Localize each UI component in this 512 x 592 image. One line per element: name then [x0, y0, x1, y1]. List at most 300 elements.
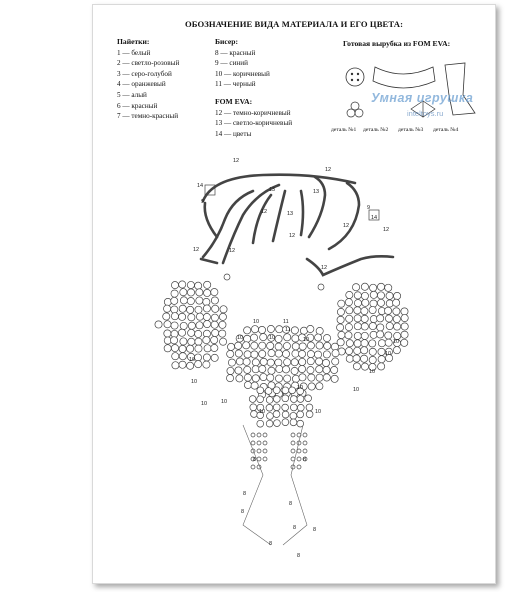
pattern-label: 12: [233, 158, 240, 164]
bead: [267, 342, 274, 349]
page-title: ОБОЗНАЧЕНИЕ ВИДА МАТЕРИАЛА И ЕГО ЦВЕТА:: [184, 19, 404, 29]
bead: [393, 347, 400, 354]
bead: [345, 299, 352, 306]
bead: [386, 292, 393, 299]
bead: [298, 350, 305, 357]
bead: [369, 284, 376, 291]
legend-item: 1 — белый: [117, 48, 151, 57]
bead: [204, 281, 211, 288]
bead: [164, 298, 171, 305]
bead: [211, 336, 218, 343]
bead: [361, 347, 368, 354]
bead: [275, 335, 282, 342]
bead: [346, 340, 353, 347]
bead: [292, 375, 299, 382]
bead: [179, 305, 186, 312]
bead: [291, 359, 298, 366]
pattern-label: 13: [313, 189, 320, 195]
bead: [274, 420, 281, 427]
bead: [257, 449, 261, 453]
bead: [259, 342, 266, 349]
bead: [292, 335, 299, 342]
bead: [257, 433, 261, 437]
bead: [369, 348, 376, 355]
bead: [188, 322, 195, 329]
bead: [346, 355, 353, 362]
bead: [266, 420, 273, 427]
bead: [244, 381, 251, 388]
pattern-label: 12: [193, 247, 200, 253]
bead: [263, 433, 267, 437]
bead: [377, 315, 384, 322]
bead: [187, 281, 194, 288]
bead: [258, 326, 265, 333]
bead: [401, 331, 408, 338]
pattern-label: 12: [325, 167, 332, 173]
bead: [354, 347, 361, 354]
legend-item: 6 — красный: [117, 101, 158, 110]
bead: [227, 343, 234, 350]
bead: [257, 420, 264, 427]
bead: [370, 291, 377, 298]
bead: [196, 313, 203, 320]
bead: [243, 358, 250, 365]
pattern-label: 9: [367, 205, 371, 211]
bead: [203, 354, 210, 361]
bead: [303, 449, 307, 453]
bead: [251, 382, 258, 389]
pattern-label: 13: [269, 187, 276, 193]
bead: [211, 314, 218, 321]
bead: [211, 344, 218, 351]
bead: [361, 355, 368, 362]
legend-item: 10 — коричневый: [215, 69, 270, 78]
bead: [251, 433, 255, 437]
bead: [236, 375, 243, 382]
bead: [332, 350, 339, 357]
bead: [306, 404, 313, 411]
bead: [188, 338, 195, 345]
bead: [179, 353, 186, 360]
legend-item: 7 — темно-красный: [117, 112, 179, 121]
bead: [369, 306, 376, 313]
bead: [211, 297, 218, 304]
bead: [353, 363, 360, 370]
bead: [188, 314, 195, 321]
bead: [244, 327, 251, 334]
bead: [385, 315, 392, 322]
pattern-label: 8: [297, 553, 301, 559]
bead: [345, 347, 352, 354]
bead: [227, 350, 234, 357]
bead: [203, 298, 210, 305]
pattern-label: 10: [385, 351, 392, 357]
pattern-label: 8: [313, 527, 317, 533]
bead: [354, 292, 361, 299]
pattern-label: 12: [321, 265, 328, 271]
bead: [345, 324, 352, 331]
bead: [307, 350, 314, 357]
bead: [331, 375, 338, 382]
bead: [337, 324, 344, 331]
pattern-label: 10: [369, 369, 376, 375]
pattern-label: 10: [259, 409, 266, 415]
bead: [282, 366, 289, 373]
bead: [266, 404, 273, 411]
bead: [361, 315, 368, 322]
bead: [354, 315, 361, 322]
bead: [196, 289, 203, 296]
bead: [370, 300, 377, 307]
bead: [316, 342, 323, 349]
pattern-label: 13: [287, 211, 294, 217]
bead: [180, 289, 187, 296]
bead: [155, 321, 162, 328]
bead: [291, 327, 298, 334]
bead: [257, 396, 264, 403]
bead: [243, 342, 250, 349]
bead: [259, 365, 266, 372]
legend-item: 2 — светло-розовый: [117, 59, 180, 68]
bead: [267, 374, 274, 381]
ready-cut-heading: Готовая вырубка из FOM EVA:: [343, 39, 451, 48]
pattern-sheet: [92, 4, 496, 584]
bead: [179, 361, 186, 368]
pattern-label: 10: [353, 387, 360, 393]
bead: [303, 433, 307, 437]
watermark-logo: Умная игрушка: [371, 91, 474, 105]
bead: [292, 343, 299, 350]
bead: [299, 343, 306, 350]
bead: [249, 396, 256, 403]
bead: [386, 322, 393, 329]
bead: [378, 363, 385, 370]
bead: [353, 355, 360, 362]
bead: [244, 366, 251, 373]
bead: [267, 413, 274, 420]
pattern-label: 8: [241, 509, 245, 515]
legend-item: 4 — оранжевый: [117, 80, 166, 89]
part-label: деталь №4: [433, 127, 459, 133]
bead: [323, 334, 330, 341]
bead: [393, 308, 400, 315]
bead: [306, 411, 313, 418]
bead: [251, 411, 258, 418]
bead: [273, 396, 280, 403]
bead: [290, 412, 297, 419]
bead: [236, 358, 243, 365]
pattern-label: 14: [371, 215, 378, 221]
bead: [346, 307, 353, 314]
bead: [393, 315, 400, 322]
bead: [251, 342, 258, 349]
pattern-label: 10: [315, 409, 322, 415]
pattern-label: 8: [293, 525, 297, 531]
bead: [291, 441, 295, 445]
bead: [251, 441, 255, 445]
pattern-label: 12: [261, 209, 268, 215]
bead: [235, 342, 242, 349]
bead: [297, 465, 301, 469]
bead: [377, 331, 384, 338]
bead: [315, 334, 322, 341]
pattern-label: 8: [243, 491, 247, 497]
pattern-label: 14: [197, 183, 204, 189]
bead: [385, 284, 392, 291]
bead: [263, 449, 267, 453]
bead: [257, 457, 261, 461]
bead: [273, 404, 280, 411]
bead: [203, 305, 210, 312]
bead: [369, 340, 376, 347]
bead: [257, 387, 264, 394]
pattern-label: 10: [303, 337, 310, 343]
bead: [300, 327, 307, 334]
bead: [180, 338, 187, 345]
bead: [263, 441, 267, 445]
bead: [282, 350, 289, 357]
bead: [323, 351, 330, 358]
bead: [314, 351, 321, 358]
legend-item: 5 — алый: [117, 90, 147, 99]
bead: [235, 367, 242, 374]
bead: [203, 336, 210, 343]
part-label: деталь №1: [331, 127, 357, 133]
pattern-label: 8: [303, 457, 307, 463]
bead: [361, 292, 368, 299]
bead: [305, 395, 312, 402]
bead: [308, 383, 315, 390]
bead: [235, 350, 242, 357]
part-label: деталь №3: [398, 127, 424, 133]
bead: [263, 457, 267, 461]
bead: [171, 297, 178, 304]
bead: [316, 383, 323, 390]
bead: [384, 307, 391, 314]
bead: [324, 342, 331, 349]
bead: [244, 374, 251, 381]
bead: [260, 334, 267, 341]
bead: [170, 337, 177, 344]
bead: [228, 359, 235, 366]
bead: [251, 465, 255, 469]
bead: [275, 359, 282, 366]
bead: [268, 367, 275, 374]
bead: [323, 366, 330, 373]
bead: [163, 313, 170, 320]
bead: [164, 330, 171, 337]
pattern-label: 9: [201, 199, 205, 205]
legend-sequins-heading: Пайетки:: [117, 37, 150, 46]
bead: [180, 297, 187, 304]
bead: [338, 331, 345, 338]
bead: [187, 362, 194, 369]
bead: [282, 411, 289, 418]
bead: [337, 316, 344, 323]
pattern-label: 10: [269, 335, 276, 341]
bead: [401, 323, 408, 330]
bead: [378, 340, 385, 347]
bead: [298, 365, 305, 372]
bead: [260, 358, 267, 365]
pattern-label: 10: [297, 385, 304, 391]
bead: [164, 321, 171, 328]
bead: [244, 351, 251, 358]
bead: [171, 313, 178, 320]
bead: [377, 292, 384, 299]
bead: [251, 351, 258, 358]
bead: [322, 359, 329, 366]
bead: [292, 350, 299, 357]
legend-item: 13 — светло-коричневый: [215, 119, 293, 128]
bead: [252, 375, 259, 382]
bead: [352, 284, 359, 291]
bead: [297, 396, 304, 403]
bead: [370, 331, 377, 338]
bead: [323, 374, 330, 381]
bead: [361, 340, 368, 347]
pattern-label: 10: [191, 379, 198, 385]
bead: [163, 305, 170, 312]
bead: [204, 345, 211, 352]
bead: [291, 367, 298, 374]
bead: [401, 308, 408, 315]
pattern-label: 10: [201, 401, 208, 407]
bead: [252, 359, 259, 366]
pattern-label: 10: [237, 335, 244, 341]
bead: [212, 305, 219, 312]
bead: [227, 367, 234, 374]
bead: [345, 332, 352, 339]
bead: [275, 375, 282, 382]
bead: [171, 290, 178, 297]
bead: [316, 374, 323, 381]
bead: [211, 354, 218, 361]
bead: [196, 322, 203, 329]
bead: [276, 365, 283, 372]
pattern-label: 11: [285, 327, 291, 333]
bead: [211, 289, 218, 296]
legend-item: 11 — черный: [215, 80, 256, 89]
bead: [297, 404, 304, 411]
bead: [284, 375, 291, 382]
bead: [297, 411, 304, 418]
bead: [250, 404, 257, 411]
bead: [369, 356, 376, 363]
pattern-label: 10: [393, 339, 400, 345]
bead: [204, 289, 211, 296]
bead: [337, 308, 344, 315]
bead: [195, 361, 202, 368]
bead: [308, 374, 315, 381]
bead: [369, 322, 376, 329]
pattern-label: 12: [289, 233, 296, 239]
bead: [361, 332, 368, 339]
bead: [361, 283, 368, 290]
bead: [393, 299, 400, 306]
bead: [203, 361, 210, 368]
bead: [331, 366, 338, 373]
bead: [211, 321, 218, 328]
bead: [307, 367, 314, 374]
bead: [219, 338, 226, 345]
pattern-label: 12: [383, 227, 390, 233]
bead: [219, 313, 226, 320]
bead: [282, 404, 289, 411]
bead: [362, 299, 369, 306]
bead: [385, 332, 392, 339]
bead: [299, 358, 306, 365]
pattern-label: 10: [221, 399, 228, 405]
bead: [180, 322, 187, 329]
bead: [315, 358, 322, 365]
bead: [361, 307, 368, 314]
bead: [385, 339, 392, 346]
bead: [204, 320, 211, 327]
bead: [276, 326, 283, 333]
bead: [252, 366, 259, 373]
pattern-label: 11: [283, 319, 289, 325]
bead: [171, 282, 178, 289]
bead: [268, 350, 275, 357]
bead: [267, 325, 274, 332]
bead: [267, 359, 274, 366]
bead: [226, 375, 233, 382]
bead: [284, 359, 291, 366]
bead: [187, 306, 194, 313]
bead: [354, 300, 361, 307]
bead: [187, 289, 194, 296]
bead: [282, 395, 289, 402]
bead: [179, 345, 186, 352]
bead: [303, 441, 307, 445]
hair-strands: [201, 175, 393, 275]
bead-circles: [155, 185, 408, 545]
bead: [297, 457, 301, 461]
bead: [188, 329, 195, 336]
bead: [250, 334, 257, 341]
bead: [289, 387, 296, 394]
bead: [203, 313, 210, 320]
bead: [273, 387, 280, 394]
bead: [164, 345, 171, 352]
bead: [354, 340, 361, 347]
legend-item: 12 — темно-коричневый: [215, 108, 291, 117]
bead: [178, 313, 185, 320]
legend-item: 9 — синий: [215, 59, 248, 68]
bead: [259, 350, 266, 357]
bead: [290, 396, 297, 403]
watermark-url: inteltoys.ru: [407, 109, 444, 118]
bead: [291, 433, 295, 437]
bead: [275, 350, 282, 357]
pattern-label: 8: [253, 457, 257, 463]
bead: [257, 441, 261, 445]
bead: [377, 299, 384, 306]
bead: [346, 291, 353, 298]
pattern-label: 12: [343, 223, 350, 229]
bead: [307, 358, 314, 365]
bead: [291, 449, 295, 453]
bead: [179, 281, 186, 288]
bead: [401, 339, 408, 346]
bead: [178, 329, 185, 336]
bead: [393, 323, 400, 330]
bead: [316, 366, 323, 373]
bead: [171, 306, 178, 313]
bead: [283, 342, 290, 349]
bead: [195, 282, 202, 289]
